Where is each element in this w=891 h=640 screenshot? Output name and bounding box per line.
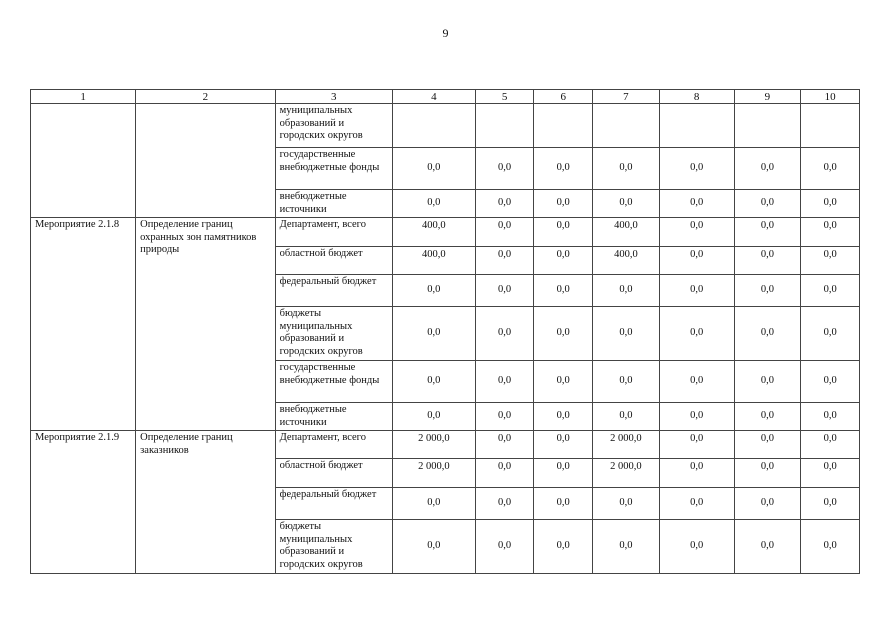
value-cell: 0,0: [475, 361, 534, 403]
value-cell: 0,0: [734, 218, 801, 247]
value-cell: [734, 104, 801, 148]
value-cell: 0,0: [659, 459, 734, 488]
value-cell: 0,0: [734, 520, 801, 574]
value-cell: 0,0: [659, 488, 734, 520]
value-cell: 0,0: [801, 431, 860, 459]
value-cell: 2 000,0: [593, 431, 660, 459]
value-cell: 0,0: [801, 520, 860, 574]
header-cell: 1: [31, 90, 136, 104]
value-cell: 0,0: [801, 361, 860, 403]
value-cell: 0,0: [534, 520, 593, 574]
value-cell: 0,0: [801, 218, 860, 247]
value-cell: 0,0: [801, 459, 860, 488]
value-cell: 0,0: [734, 431, 801, 459]
funding-source-cell: муниципальных образований и городских округов: [275, 104, 392, 148]
funding-source-cell: бюджеты муниципальных образований и городских округов: [275, 520, 392, 574]
value-cell: 0,0: [659, 148, 734, 190]
header-cell: 9: [734, 90, 801, 104]
value-cell: 0,0: [534, 403, 593, 431]
value-cell: 0,0: [475, 247, 534, 275]
value-cell: 400,0: [392, 247, 475, 275]
measure-title-cell: Определение границ заказников: [136, 431, 276, 574]
value-cell: 400,0: [392, 218, 475, 247]
value-cell: 0,0: [734, 148, 801, 190]
value-cell: 0,0: [659, 307, 734, 361]
header-row: [31, 90, 860, 104]
value-cell: [593, 104, 660, 148]
value-cell: [534, 104, 593, 148]
value-cell: 0,0: [734, 190, 801, 218]
header-cell: 7: [593, 90, 660, 104]
value-cell: 0,0: [801, 247, 860, 275]
value-cell: 0,0: [534, 459, 593, 488]
value-cell: 0,0: [801, 403, 860, 431]
funding-source-cell: Департамент, всего: [275, 431, 392, 459]
value-cell: 0,0: [392, 148, 475, 190]
header-cell: 6: [534, 90, 593, 104]
value-cell: 0,0: [534, 361, 593, 403]
value-cell: 0,0: [392, 488, 475, 520]
table-body: [31, 104, 860, 574]
value-cell: 0,0: [534, 488, 593, 520]
value-cell: 0,0: [475, 520, 534, 574]
value-cell: 0,0: [801, 148, 860, 190]
value-cell: 0,0: [734, 275, 801, 307]
value-cell: 0,0: [659, 247, 734, 275]
value-cell: 0,0: [392, 190, 475, 218]
measure-cell: [31, 104, 136, 218]
funding-source-cell: государственные внебюджетные фонды: [275, 361, 392, 403]
funding-source-cell: областной бюджет: [275, 459, 392, 488]
value-cell: [392, 104, 475, 148]
measure-title-cell: Определение границ охранных зон памятников природы: [136, 218, 276, 431]
value-cell: 0,0: [593, 403, 660, 431]
value-cell: 0,0: [475, 275, 534, 307]
value-cell: 0,0: [659, 520, 734, 574]
value-cell: 400,0: [593, 218, 660, 247]
funding-source-cell: Департамент, всего: [275, 218, 392, 247]
page-number: 9: [442, 26, 449, 40]
header-cell: 10: [801, 90, 860, 104]
value-cell: 0,0: [392, 361, 475, 403]
value-cell: 0,0: [475, 488, 534, 520]
value-cell: 0,0: [801, 307, 860, 361]
value-cell: 0,0: [534, 218, 593, 247]
budget-table: [30, 89, 860, 574]
funding-source-cell: внебюджетные источники: [275, 403, 392, 431]
value-cell: 0,0: [593, 190, 660, 218]
measure-cell: Мероприятие 2.1.9: [31, 431, 136, 574]
value-cell: 0,0: [801, 275, 860, 307]
value-cell: 0,0: [659, 403, 734, 431]
value-cell: [801, 104, 860, 148]
value-cell: 0,0: [659, 431, 734, 459]
value-cell: 0,0: [475, 218, 534, 247]
value-cell: 0,0: [475, 148, 534, 190]
value-cell: [659, 104, 734, 148]
funding-source-cell: федеральный бюджет: [275, 275, 392, 307]
value-cell: 0,0: [534, 307, 593, 361]
funding-source-cell: государственные внебюджетные фонды: [275, 148, 392, 190]
value-cell: 0,0: [734, 307, 801, 361]
funding-source-cell: внебюджетные источники: [275, 190, 392, 218]
value-cell: 0,0: [801, 190, 860, 218]
value-cell: 0,0: [475, 403, 534, 431]
value-cell: [475, 104, 534, 148]
value-cell: 2 000,0: [392, 431, 475, 459]
value-cell: 2 000,0: [392, 459, 475, 488]
value-cell: 0,0: [593, 148, 660, 190]
value-cell: 0,0: [392, 307, 475, 361]
table-row: [31, 104, 860, 148]
funding-source-cell: федеральный бюджет: [275, 488, 392, 520]
measure-cell: Мероприятие 2.1.8: [31, 218, 136, 431]
value-cell: 0,0: [534, 275, 593, 307]
measure-title-cell: [136, 104, 276, 218]
header-cell: 4: [392, 90, 475, 104]
value-cell: 0,0: [593, 520, 660, 574]
value-cell: 400,0: [593, 247, 660, 275]
funding-source-cell: областной бюджет: [275, 247, 392, 275]
value-cell: 0,0: [801, 488, 860, 520]
value-cell: 0,0: [534, 431, 593, 459]
value-cell: 0,0: [534, 190, 593, 218]
header-cell: 3: [275, 90, 392, 104]
table-row: [31, 218, 860, 247]
value-cell: 0,0: [734, 403, 801, 431]
value-cell: 0,0: [534, 247, 593, 275]
value-cell: 0,0: [593, 275, 660, 307]
value-cell: 0,0: [534, 148, 593, 190]
value-cell: 0,0: [593, 361, 660, 403]
value-cell: 0,0: [475, 307, 534, 361]
header-cell: 2: [136, 90, 276, 104]
value-cell: 0,0: [475, 431, 534, 459]
value-cell: 0,0: [659, 361, 734, 403]
value-cell: 0,0: [734, 459, 801, 488]
value-cell: 0,0: [475, 459, 534, 488]
value-cell: 0,0: [392, 403, 475, 431]
value-cell: 2 000,0: [593, 459, 660, 488]
value-cell: 0,0: [392, 520, 475, 574]
header-cell: 8: [659, 90, 734, 104]
value-cell: 0,0: [659, 218, 734, 247]
funding-source-cell: бюджеты муниципальных образований и городских округов: [275, 307, 392, 361]
value-cell: 0,0: [392, 275, 475, 307]
value-cell: 0,0: [734, 247, 801, 275]
value-cell: 0,0: [659, 275, 734, 307]
table-row: [31, 431, 860, 459]
header-cell: 5: [475, 90, 534, 104]
value-cell: 0,0: [734, 488, 801, 520]
value-cell: 0,0: [593, 307, 660, 361]
value-cell: 0,0: [734, 361, 801, 403]
value-cell: 0,0: [593, 488, 660, 520]
value-cell: 0,0: [659, 190, 734, 218]
value-cell: 0,0: [475, 190, 534, 218]
